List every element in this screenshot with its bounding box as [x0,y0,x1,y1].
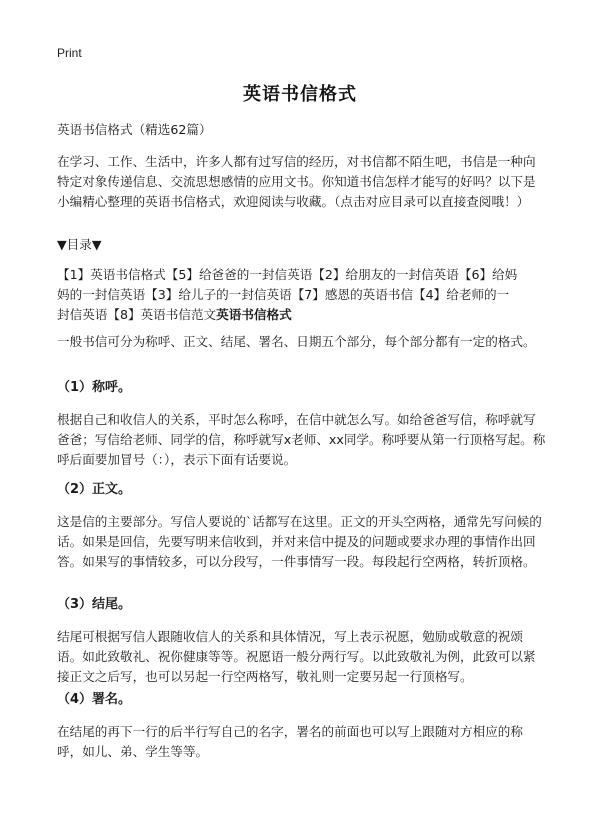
print-label: Print [57,46,82,60]
section-body-signature: 在结尾的再下一行的后半行写自己的名字，署名的前面也可以写上跟随对方相应的称呼，如儿、弟、学生等等。 [57,724,523,759]
toc-line-2[interactable]: 妈的一封信英语【3】给儿子的一封信英语【7】感恩的英语书信【4】给老师的一 [57,287,510,302]
page-title: 英语书信格式 [243,84,357,105]
subtitle: 英语书信格式（精选62篇） [57,122,212,137]
section-heading-closing: （3）结尾。 [57,597,132,612]
section-body-closing: 结尾可根据写信人跟随收信人的关系和具体情况，写上表示祝愿，勉励或敬意的祝颂语。如此致敬礼、祝你健康等等。祝愿语一般分两行写。以此致敬礼为例，此致可以紧接正文之后写，也可以另起一行空两格写，敬礼则一定要另起一行顶格写。 [57,629,536,684]
section-body-body: 这是信的主要部分。写信人要说的`话都写在这里。正文的开头空两格，通常先写问候的话。如果是回信，先要写明来信收到，并对来信中提及的问题或要求办理的事情作出回答。如果写的事情较多，可以分段写，一件事情写一段。每段起行空两格，转折顶格。 [57,514,542,569]
toc-line-3[interactable] [57,305,547,325]
section-heading-signature: （4）署名。 [57,692,132,707]
intro-paragraph: 在学习、工作、生活中，许多人都有过写信的经历，对书信都不陌生吧，书信是一种向特定对象传递信息、交流思想感情的应用文书。你知道书信怎样才能写的好吗？以下是小编精心整理的英语书信格式，欢迎阅读与收藏。（点击对应目录可以直接查阅哦！） [57,154,536,209]
toc-line-3-current[interactable]: 英语书信格式 [216,307,292,322]
toc-heading: ▼目录▼ [57,237,102,252]
table-of-contents [57,265,547,325]
toc-line-3-text[interactable]: 封信英语【8】英语书信范文 [57,307,217,322]
toc-line-1[interactable]: 【1】英语书信格式【5】给爸爸的一封信英语【2】给朋友的一封信英语【6】给妈 [57,267,518,282]
section-heading-salutation: （1）称呼。 [57,380,132,395]
section-body-salutation: 根据自己和收信人的关系，平时怎么称呼，在信中就怎么写。如给爸爸写信，称呼就写爸爸；写信给老师、同学的信，称呼就写x老师、xx同学。称呼要从第一行顶格写起。称呼后面要加冒号（：），表示下面有话要说。 [57,412,546,467]
overview-paragraph: 一般书信可分为称呼、正文、结尾、署名、日期五个部分，每个部分都有一定的格式。 [57,334,536,349]
section-heading-body: （2）正文。 [57,482,132,497]
